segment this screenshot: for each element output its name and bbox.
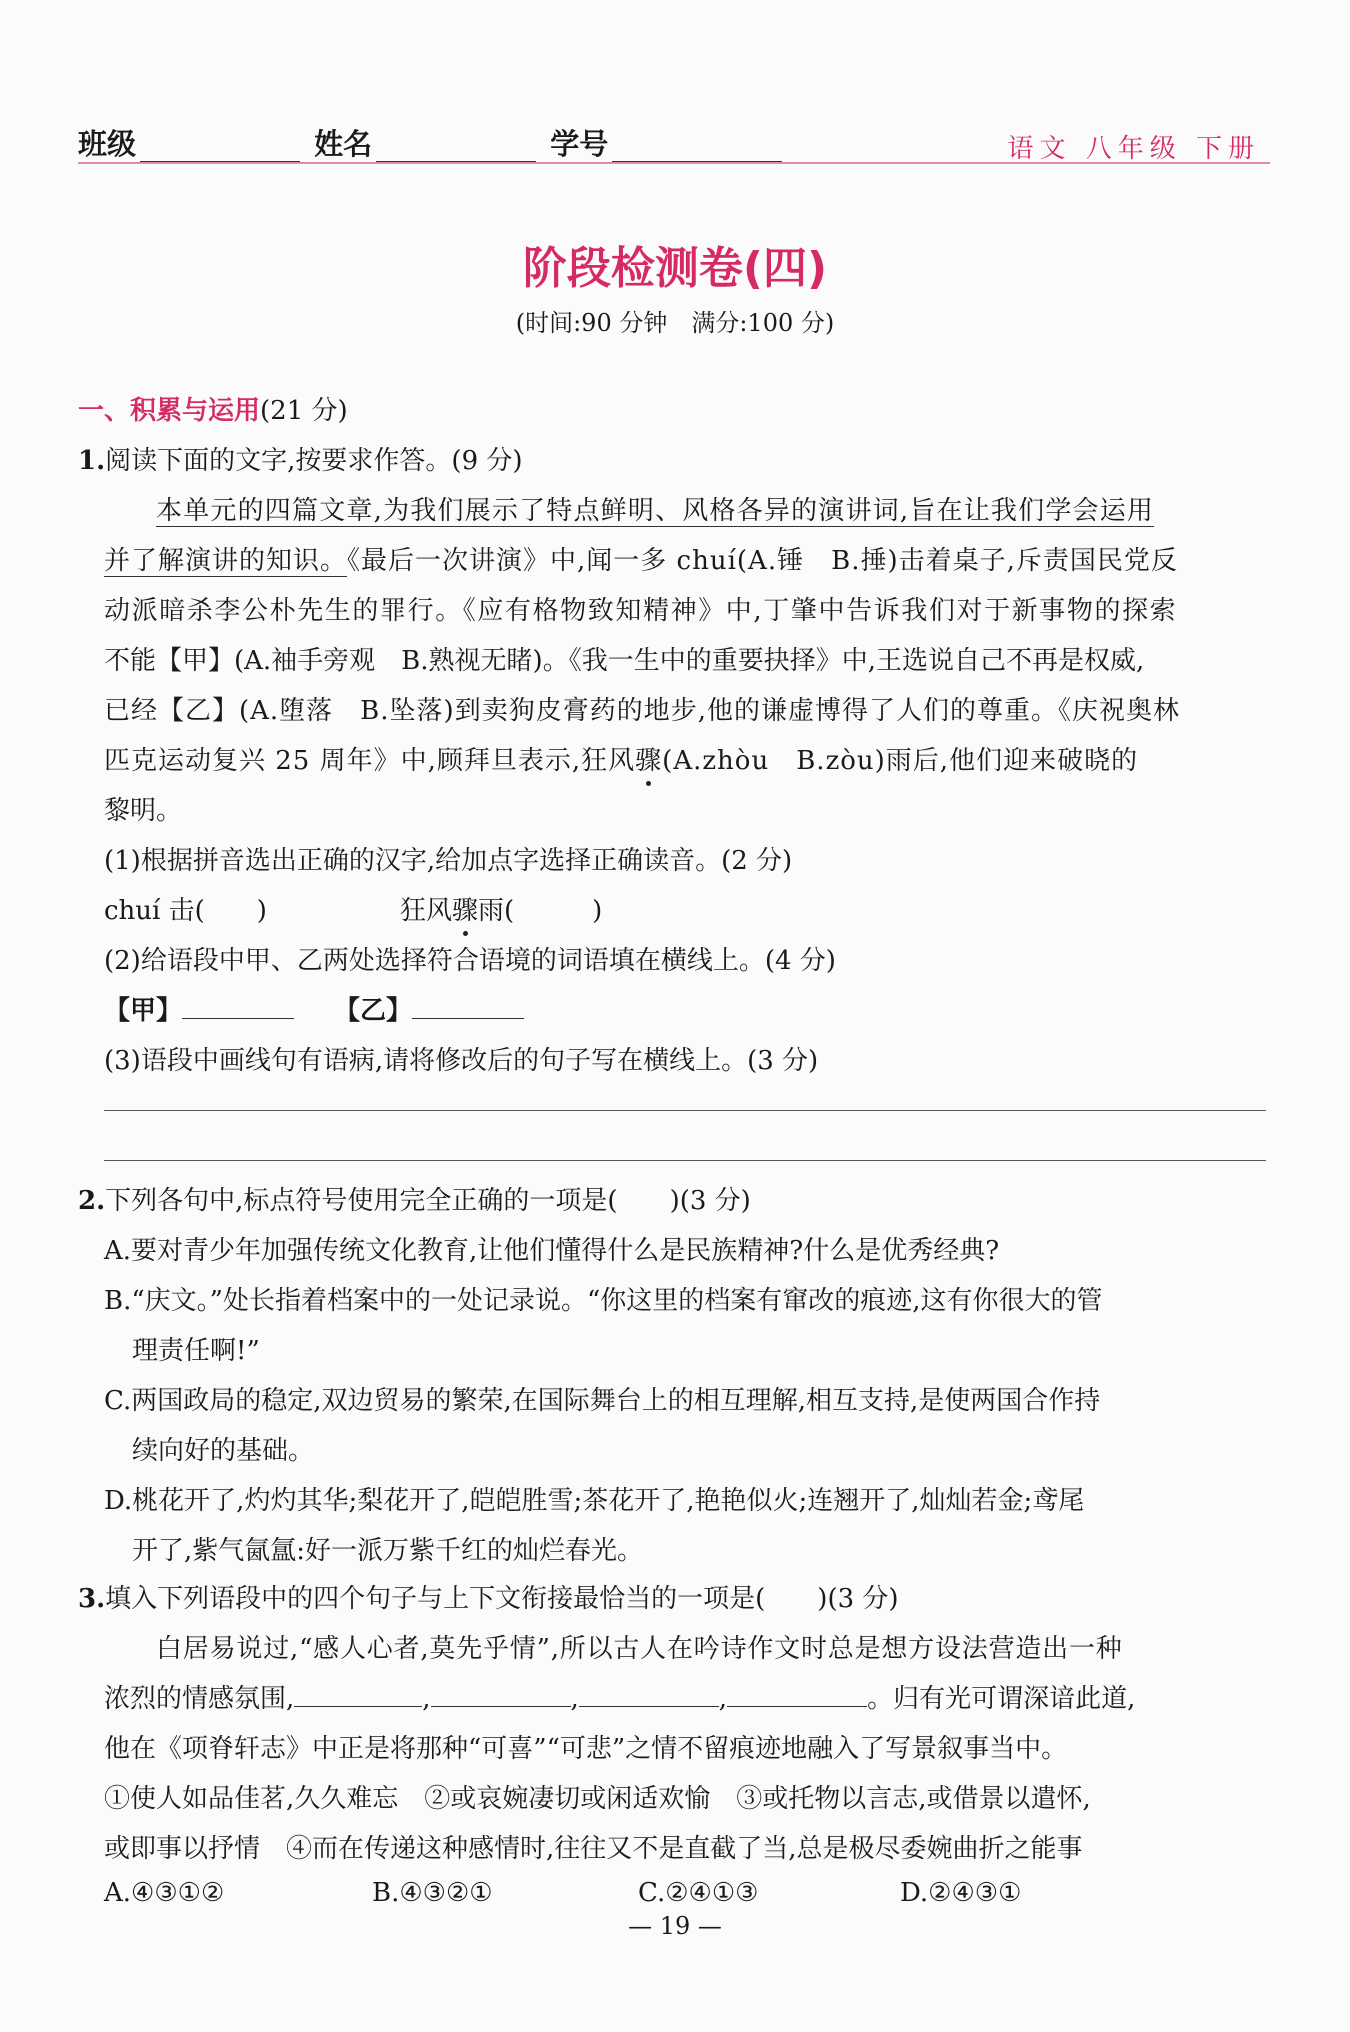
page-title: 阶段检测卷(四)	[522, 243, 828, 294]
blank-4[interactable]	[727, 1680, 867, 1707]
option-d[interactable]: D.②④③①	[900, 1878, 1022, 1908]
name-label: 姓名	[314, 127, 373, 161]
sentence-options: ①使人如品佳茗,久久难忘 ②或哀婉凄切或闲适欢愉 ③或托物以言志,或借景以遣怀,	[104, 1784, 1091, 1814]
passage-line: 黎明。	[104, 796, 183, 826]
id-field[interactable]	[612, 131, 782, 163]
option-a[interactable]: A.④③①②	[104, 1878, 225, 1908]
emphasis-dot-char: 骤	[635, 746, 663, 776]
passage-line: 白居易说过,“感人心者,莫先乎情”,所以古人在吟诗作文时总是想方设法营造出一种	[156, 1634, 1123, 1664]
passage-line: 匹克运动复兴 25 周年》中,顾拜旦表示,狂风骤(A.zhòu B.zòu)雨后,他们迎来破晓的	[104, 746, 1139, 776]
name-field[interactable]	[376, 131, 536, 163]
option-c[interactable]: C.②④①③	[638, 1878, 759, 1908]
class-field[interactable]	[140, 131, 300, 163]
answer-slot-chui[interactable]: chuí 击( )	[104, 896, 267, 926]
question-3-stem: 3.填入下列语段中的四个句子与上下文衔接最恰当的一项是( )(3 分)	[78, 1584, 899, 1614]
subject-label: 语文 八年级 下册	[1007, 134, 1260, 164]
fill-yi[interactable]: 【乙】	[334, 990, 524, 1027]
fill-jia[interactable]: 【甲】	[104, 990, 294, 1027]
option-a[interactable]: A.要对青少年加强传统文化教育,让他们懂得什么是民族精神?什么是优秀经典?	[104, 1236, 1000, 1266]
sub-question-1: (1)根据拼音选出正确的汉字,给加点字选择正确读音。(2 分)	[104, 846, 793, 876]
option-b-cont: 理责任啊!”	[132, 1336, 260, 1366]
question-1-stem: 1.阅读下面的文字,按要求作答。(9 分)	[78, 446, 523, 476]
passage-line-blanks: 浓烈的情感氛围, , , , 。归有光可谓深谙此道,	[104, 1678, 1135, 1715]
id-label: 学号	[550, 127, 609, 161]
blank-3[interactable]	[579, 1680, 719, 1707]
option-c-cont: 续向好的基础。	[132, 1436, 315, 1466]
answer-line[interactable]	[104, 1110, 1266, 1111]
option-d-cont: 开了,紫气氤氲:好一派万紫千红的灿烂春光。	[132, 1536, 644, 1566]
option-b[interactable]: B.④③②①	[372, 1878, 493, 1908]
section-heading: 一、积累与运用(21 分)	[78, 396, 348, 426]
passage-line: 他在《项脊轩志》中正是将那种“可喜”“可悲”之情不留痕迹地融入了写景叙事当中。	[104, 1734, 1068, 1764]
passage-line: 已经【乙】(A.堕落 B.坠落)到卖狗皮膏药的地步,他的谦虚博得了人们的尊重。《庆祝奥林	[104, 696, 1180, 726]
passage-line: 并了解演讲的知识。《最后一次讲演》中,闻一多 chuí(A.锤 B.捶)击着桌子,斥责国民党反	[104, 546, 1178, 576]
page-number: — 19 —	[628, 1912, 722, 1940]
option-d[interactable]: D.桃花开了,灼灼其华;梨花开了,皑皑胜雪;茶花开了,艳艳似火;连翘开了,灿灿若金;鸢尾	[104, 1486, 1085, 1516]
sub-question-2: (2)给语段中甲、乙两处选择符合语境的词语填在横线上。(4 分)	[104, 946, 836, 976]
passage-line: 动派暗杀李公朴先生的罪行。《应有格物致知精神》中,丁肇中告诉我们对于新事物的探索	[104, 596, 1178, 626]
header-divider	[78, 162, 1270, 164]
question-2-stem: 2.下列各句中,标点符号使用完全正确的一项是( )(3 分)	[78, 1186, 751, 1216]
blank-2[interactable]	[431, 1680, 571, 1707]
passage-line: 不能【甲】(A.袖手旁观 B.熟视无睹)。《我一生中的重要抉择》中,王选说自己不再是权威,	[104, 646, 1145, 676]
option-b[interactable]: B.“庆文。”处长指着档案中的一处记录说。“你这里的档案有窜改的痕迹,这有你很大的管	[104, 1286, 1103, 1316]
answer-line[interactable]	[104, 1160, 1266, 1161]
option-c[interactable]: C.两国政局的稳定,双边贸易的繁荣,在国际舞台上的相互理解,相互支持,是使两国合作持	[104, 1386, 1101, 1416]
student-info-header	[78, 122, 786, 163]
blank-1[interactable]	[294, 1680, 422, 1707]
sentence-options: 或即事以抒情 ④而在传递这种感情时,往往又不是直截了当,总是极尽委婉曲折之能事	[104, 1834, 1083, 1864]
sub-question-3: (3)语段中画线句有语病,请将修改后的句子写在横线上。(3 分)	[104, 1046, 819, 1076]
answer-slot-zhou[interactable]: 狂风骤雨( )	[400, 896, 603, 926]
passage-line: 本单元的四篇文章,为我们展示了特点鲜明、风格各异的演讲词,旨在让我们学会运用	[156, 496, 1155, 526]
class-label: 班级	[78, 127, 137, 161]
exam-info: (时间:90 分钟 满分:100 分)	[515, 309, 835, 337]
